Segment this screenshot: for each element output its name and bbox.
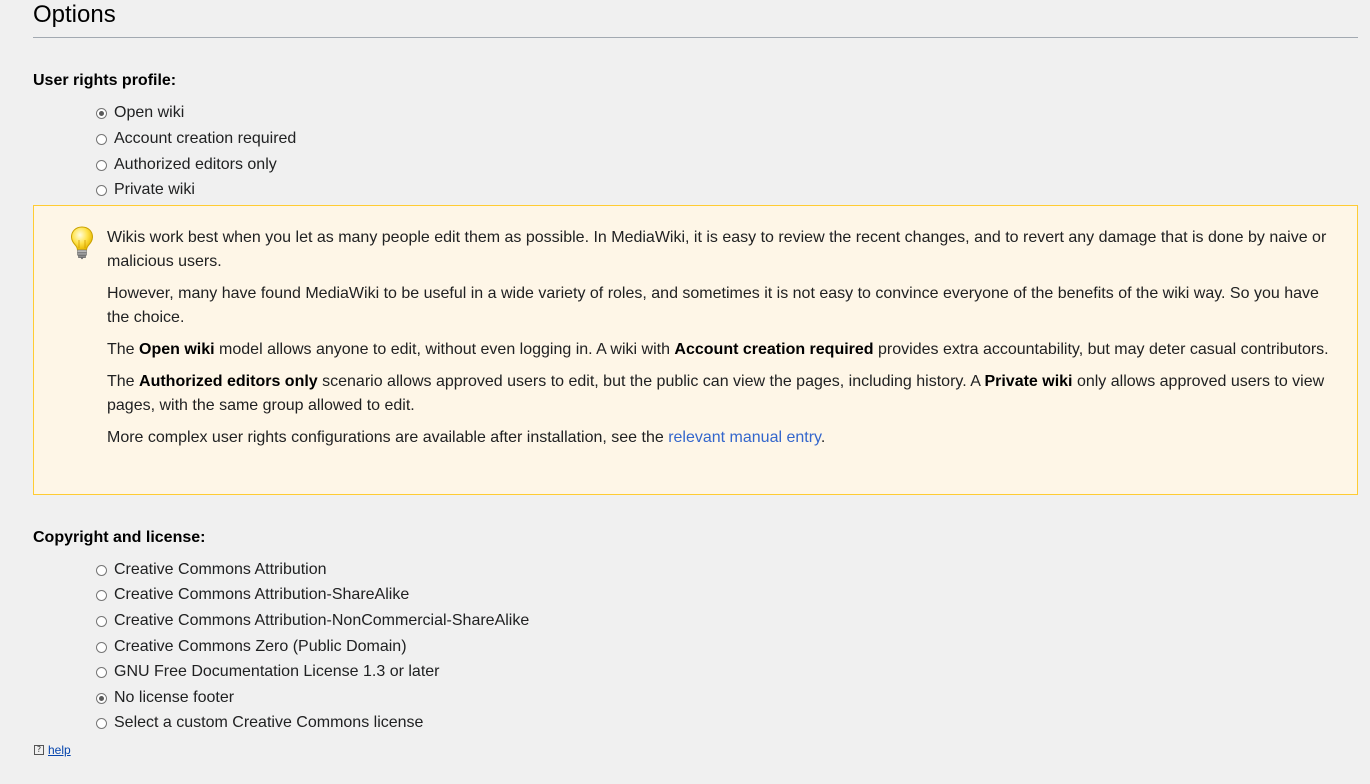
radio-button[interactable] <box>96 565 107 576</box>
radio-gfdl[interactable] <box>96 662 439 682</box>
radio-label: Select a custom Creative Commons license <box>114 714 424 731</box>
radio-no-license-footer[interactable] <box>96 688 234 708</box>
radio-label: Creative Commons Attribution-NonCommercial-ShareAlike <box>114 612 530 629</box>
title-divider <box>33 37 1358 38</box>
radio-open-wiki[interactable] <box>96 103 184 123</box>
help-icon: ? <box>34 745 44 755</box>
radio-label: Private wiki <box>114 181 195 198</box>
radio-label: Creative Commons Attribution-ShareAlike <box>114 586 410 603</box>
text: scenario allows approved users to edit, but the public can view the pages, including history. A <box>317 373 985 390</box>
radio-button[interactable] <box>96 693 107 704</box>
radio-label: Account creation required <box>114 130 297 147</box>
text: More complex user rights configurations are available after installation, see the <box>107 429 669 446</box>
text: The <box>107 373 140 390</box>
manual-entry-link[interactable]: relevant manual entry <box>668 429 821 446</box>
info-paragraph <box>107 370 1332 418</box>
radio-label: Creative Commons Attribution <box>114 561 327 578</box>
radio-label: Authorized editors only <box>114 156 277 173</box>
radio-button[interactable] <box>96 160 107 171</box>
radio-label: Open wiki <box>114 104 185 121</box>
info-paragraph: Wikis work best when you let as many people edit them as possible. In MediaWiki, it is easy to review the recent changes, and to revert any damage that is done by naive or malicious users. <box>107 229 1327 270</box>
radio-account-creation-required[interactable] <box>96 129 296 149</box>
radio-cc-by-nc-sa[interactable] <box>96 611 529 631</box>
radio-label: No license footer <box>114 689 235 706</box>
bold-term: Open wiki <box>139 341 215 358</box>
bold-term: Authorized editors only <box>139 373 318 390</box>
bold-term: Private wiki <box>984 373 1073 390</box>
radio-button[interactable] <box>96 616 107 627</box>
radio-button[interactable] <box>96 185 107 196</box>
radio-cc-by-sa[interactable] <box>96 585 409 605</box>
radio-custom-cc[interactable] <box>96 713 423 733</box>
radio-label: Creative Commons Zero (Public Domain) <box>114 638 407 655</box>
info-paragraph <box>107 426 1332 450</box>
radio-label: GNU Free Documentation License 1.3 or later <box>114 663 440 680</box>
lightbulb-icon <box>70 226 94 260</box>
radio-button[interactable] <box>96 590 107 601</box>
text: model allows anyone to edit, without even logging in. A wiki with <box>214 341 675 358</box>
help-toggle[interactable] <box>34 742 71 758</box>
radio-button[interactable] <box>96 718 107 729</box>
radio-authorized-editors-only[interactable] <box>96 155 277 175</box>
help-link[interactable]: help <box>48 743 71 757</box>
text: only allows approved users to view pages, with the same group allowed to edit. <box>107 373 1325 414</box>
radio-button[interactable] <box>96 134 107 145</box>
info-paragraph <box>107 338 1332 362</box>
page-title: Options <box>33 1 116 28</box>
text: The <box>107 341 140 358</box>
text: . <box>820 429 826 446</box>
radio-button[interactable] <box>96 667 107 678</box>
info-paragraph: However, many have found MediaWiki to be useful in a wide variety of roles, and sometimes it is not easy to convince everyone of the benefits of the wiki way. So you have the choice. <box>107 285 1319 326</box>
user-rights-label: User rights profile: <box>33 72 177 89</box>
copyright-label: Copyright and license: <box>33 529 206 546</box>
radio-private-wiki[interactable] <box>96 180 195 200</box>
radio-button[interactable] <box>96 108 107 119</box>
radio-cc-by[interactable] <box>96 560 327 580</box>
bold-term: Account creation required <box>674 341 874 358</box>
text: provides extra accountability, but may deter casual contributors. <box>873 341 1329 358</box>
info-text <box>107 226 1332 458</box>
radio-cc-zero[interactable] <box>96 637 407 657</box>
user-rights-info-box <box>33 205 1358 495</box>
radio-button[interactable] <box>96 642 107 653</box>
